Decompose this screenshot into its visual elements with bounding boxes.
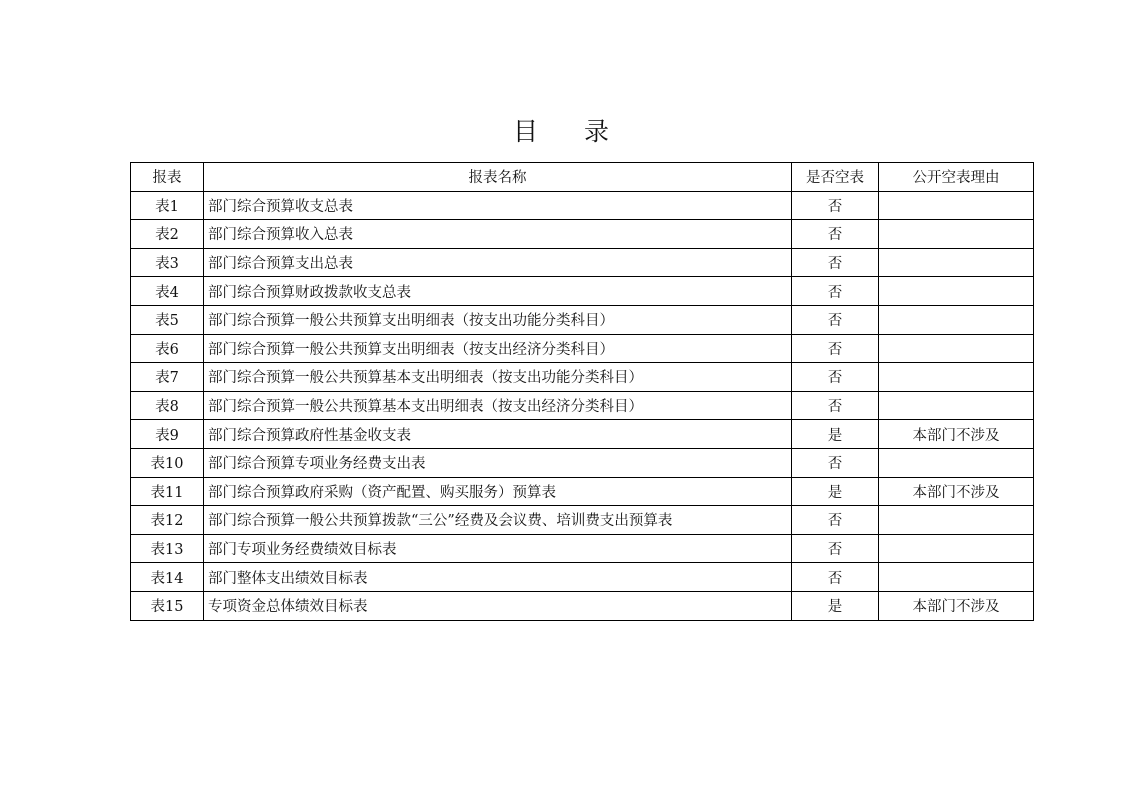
table-row (131, 506, 1034, 535)
table-row (131, 563, 1034, 592)
report-no-cell: 表13 (131, 534, 204, 563)
toc-table (130, 162, 1034, 621)
table-row (131, 305, 1034, 334)
page-title-char-2: 录 (584, 117, 610, 146)
report-name-cell: 部门整体支出绩效目标表 (204, 563, 792, 592)
report-name-cell: 部门综合预算一般公共预算支出明细表（按支出经济分类科目） (204, 334, 792, 363)
empty-reason-cell (879, 391, 1034, 420)
table-row (131, 191, 1034, 220)
is-empty-cell: 是 (792, 591, 879, 620)
empty-reason-cell (879, 363, 1034, 392)
is-empty-cell: 否 (792, 563, 879, 592)
report-no-cell: 表7 (131, 363, 204, 392)
report-no-cell: 表1 (131, 191, 204, 220)
report-no-cell: 表2 (131, 220, 204, 249)
report-name-cell: 部门综合预算政府性基金收支表 (204, 420, 792, 449)
empty-reason-cell: 本部门不涉及 (879, 477, 1034, 506)
empty-reason-cell (879, 506, 1034, 535)
empty-reason-cell (879, 534, 1034, 563)
table-row (131, 220, 1034, 249)
is-empty-cell: 否 (792, 220, 879, 249)
empty-reason-cell: 本部门不涉及 (879, 420, 1034, 449)
table-row (131, 277, 1034, 306)
is-empty-cell: 否 (792, 334, 879, 363)
is-empty-cell: 否 (792, 191, 879, 220)
is-empty-cell: 否 (792, 506, 879, 535)
is-empty-cell: 否 (792, 305, 879, 334)
report-no-cell: 表11 (131, 477, 204, 506)
toc-table-body (131, 191, 1034, 620)
header-report-no: 报表 (131, 163, 204, 192)
report-name-cell: 部门综合预算支出总表 (204, 248, 792, 277)
report-name-cell: 部门综合预算收支总表 (204, 191, 792, 220)
table-row (131, 448, 1034, 477)
report-name-cell: 部门专项业务经费绩效目标表 (204, 534, 792, 563)
header-row (131, 163, 1034, 192)
header-is-empty: 是否空表 (792, 163, 879, 192)
report-no-cell: 表12 (131, 506, 204, 535)
empty-reason-cell (879, 220, 1034, 249)
is-empty-cell: 否 (792, 248, 879, 277)
empty-reason-cell (879, 277, 1034, 306)
report-name-cell: 部门综合预算一般公共预算拨款“三公”经费及会议费、培训费支出预算表 (204, 506, 792, 535)
report-no-cell: 表3 (131, 248, 204, 277)
report-name-cell: 部门综合预算一般公共预算支出明细表（按支出功能分类科目） (204, 305, 792, 334)
page-title-char-1: 目 (512, 117, 538, 146)
report-no-cell: 表6 (131, 334, 204, 363)
is-empty-cell: 是 (792, 420, 879, 449)
table-row (131, 420, 1034, 449)
is-empty-cell: 否 (792, 534, 879, 563)
table-row (131, 391, 1034, 420)
report-name-cell: 专项资金总体绩效目标表 (204, 591, 792, 620)
table-row (131, 248, 1034, 277)
empty-reason-cell (879, 191, 1034, 220)
report-no-cell: 表15 (131, 591, 204, 620)
empty-reason-cell (879, 305, 1034, 334)
report-name-cell: 部门综合预算一般公共预算基本支出明细表（按支出经济分类科目） (204, 391, 792, 420)
report-no-cell: 表9 (131, 420, 204, 449)
report-no-cell: 表10 (131, 448, 204, 477)
empty-reason-cell (879, 334, 1034, 363)
report-name-cell: 部门综合预算收入总表 (204, 220, 792, 249)
report-no-cell: 表14 (131, 563, 204, 592)
report-name-cell: 部门综合预算政府采购（资产配置、购买服务）预算表 (204, 477, 792, 506)
report-no-cell: 表8 (131, 391, 204, 420)
page-title (0, 112, 1122, 152)
is-empty-cell: 是 (792, 477, 879, 506)
table-row (131, 363, 1034, 392)
table-row (131, 334, 1034, 363)
table-row (131, 477, 1034, 506)
empty-reason-cell: 本部门不涉及 (879, 591, 1034, 620)
is-empty-cell: 否 (792, 363, 879, 392)
is-empty-cell: 否 (792, 277, 879, 306)
is-empty-cell: 否 (792, 391, 879, 420)
report-name-cell: 部门综合预算一般公共预算基本支出明细表（按支出功能分类科目） (204, 363, 792, 392)
is-empty-cell: 否 (792, 448, 879, 477)
header-empty-reason: 公开空表理由 (879, 163, 1034, 192)
report-name-cell: 部门综合预算专项业务经费支出表 (204, 448, 792, 477)
toc-table-header (131, 163, 1034, 192)
header-report-name: 报表名称 (204, 163, 792, 192)
table-row (131, 534, 1034, 563)
table-row (131, 591, 1034, 620)
empty-reason-cell (879, 248, 1034, 277)
empty-reason-cell (879, 448, 1034, 477)
report-name-cell: 部门综合预算财政拨款收支总表 (204, 277, 792, 306)
empty-reason-cell (879, 563, 1034, 592)
report-no-cell: 表5 (131, 305, 204, 334)
report-no-cell: 表4 (131, 277, 204, 306)
